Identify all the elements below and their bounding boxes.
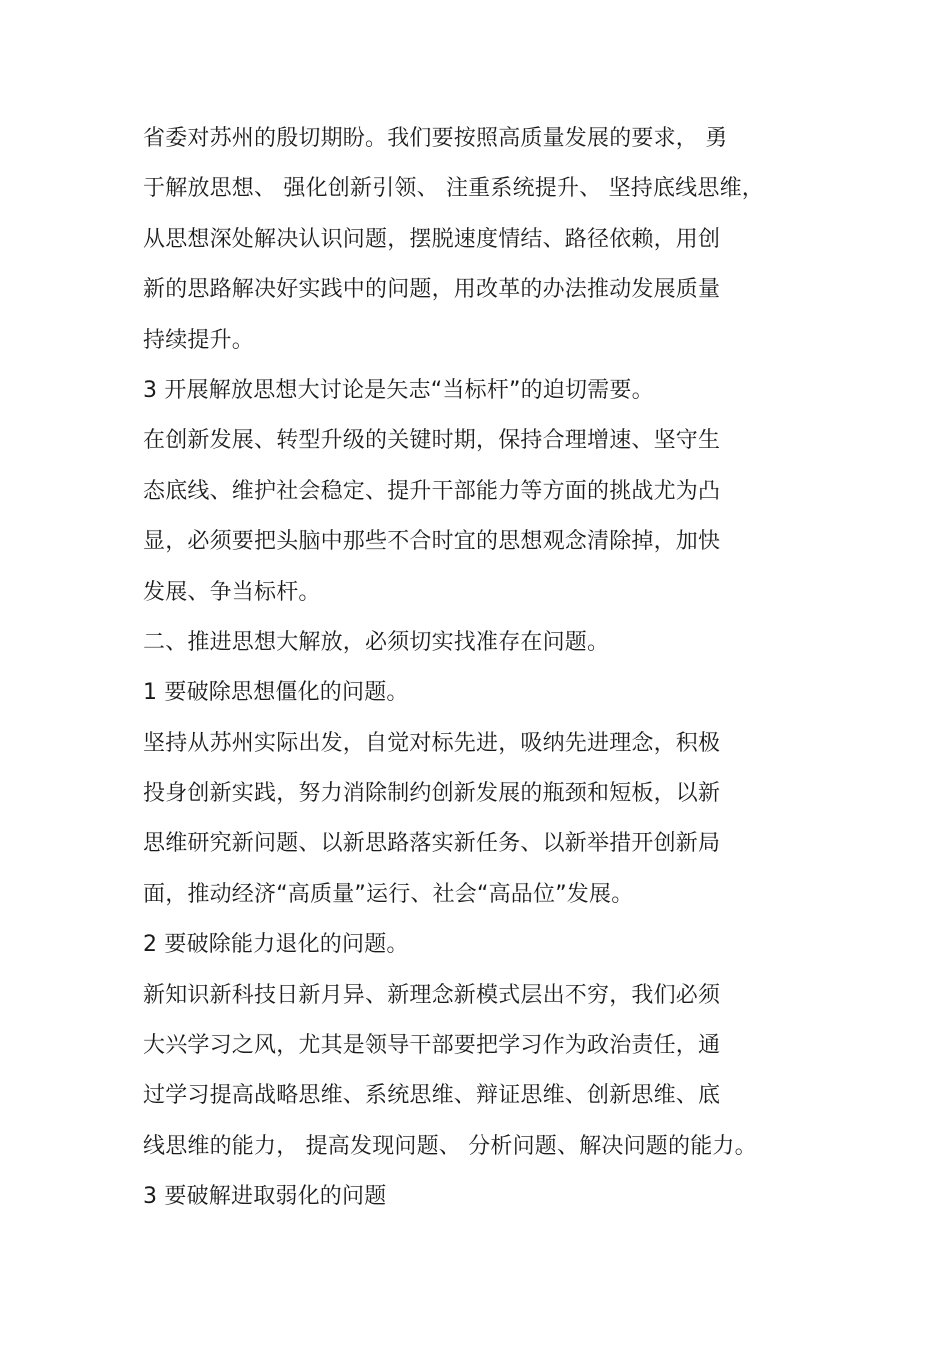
document-body bbox=[143, 118, 833, 1227]
text-line: 于解放思想、 强化创新引领、 注重系统提升、 坚持底线思维， bbox=[143, 176, 764, 202]
text-line: 投身创新实践，努力消除制约创新发展的瓶颈和短板，以新 bbox=[143, 781, 721, 807]
section-heading: 3 要破解进取弱化的问题 bbox=[143, 1184, 387, 1210]
text-line: 态底线、维护社会稳定、提升干部能力等方面的挑战尤为凸 bbox=[143, 478, 721, 504]
text-line: 面，推动经济“高质量”运行、社会“高品位”发展。 bbox=[143, 881, 634, 907]
section-heading: 1 要破除思想僵化的问题。 bbox=[143, 680, 409, 706]
section-heading: 3 开展解放思想大讨论是矢志“当标杆”的迫切需要。 bbox=[143, 377, 654, 403]
section-heading: 二、推进思想大解放，必须切实找准存在问题。 bbox=[143, 629, 610, 655]
text-line: 新的思路解决好实践中的问题，用改革的办法推动发展质量 bbox=[143, 277, 721, 303]
text-line: 大兴学习之风，尤其是领导干部要把学习作为政治责任，通 bbox=[143, 1033, 721, 1059]
text-line: 坚持从苏州实际出发，自觉对标先进，吸纳先进理念，积极 bbox=[143, 730, 721, 756]
section-heading: 2 要破除能力退化的问题。 bbox=[143, 932, 409, 958]
text-line: 显，必须要把头脑中那些不合时宜的思想观念清除掉，加快 bbox=[143, 529, 721, 555]
text-line: 发展、争当标杆。 bbox=[143, 579, 321, 605]
text-line: 线思维的能力， 提高发现问题、 分析问题、解决问题的能力。 bbox=[143, 1133, 757, 1159]
text-line: 持续提升。 bbox=[143, 327, 255, 353]
text-line: 从思想深处解决认识问题，摆脱速度情结、路径依赖，用创 bbox=[143, 226, 721, 252]
text-line: 在创新发展、转型升级的关键时期，保持合理增速、坚守生 bbox=[143, 428, 721, 454]
text-line: 过学习提高战略思维、系统思维、辩证思维、创新思维、底 bbox=[143, 1083, 721, 1109]
text-line: 新知识新科技日新月异、新理念新模式层出不穷，我们必须 bbox=[143, 982, 721, 1008]
text-line: 思维研究新问题、以新思路落实新任务、以新举措开创新局 bbox=[143, 831, 721, 857]
text-line: 省委对苏州的殷切期盼。我们要按照高质量发展的要求， 勇 bbox=[143, 126, 728, 151]
